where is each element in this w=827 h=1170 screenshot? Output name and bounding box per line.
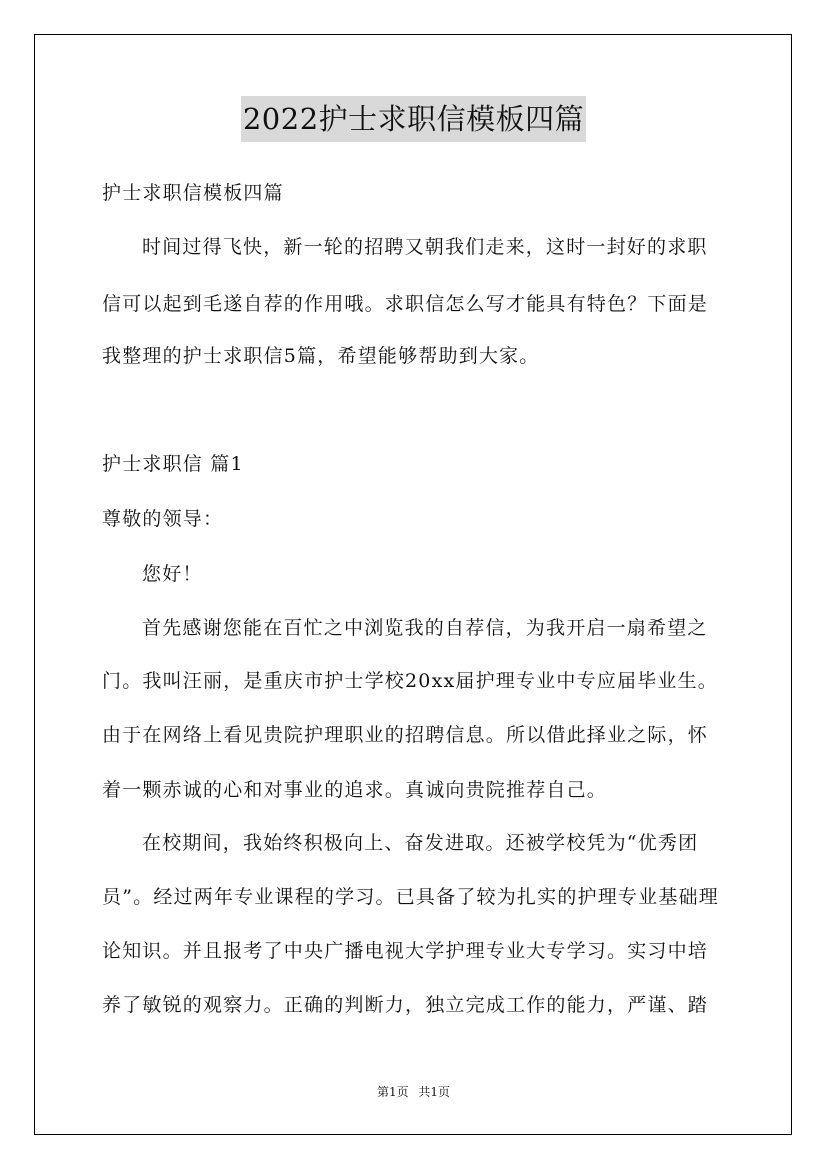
para1-line-2: 门。我叫汪丽，是重庆市护士学校20xx届护理专业中专应届毕业生。	[102, 670, 719, 692]
para1-line-4: 着一颗赤诚的心和对事业的追求。真诚向贵院推荐自己。	[102, 779, 608, 801]
para2-line-4: 养了敏锐的观察力。正确的判断力，独立完成工作的能力，严谨、踏	[102, 994, 709, 1016]
para2-line-3: 论知识。并且报考了中央广播电视大学护理专业大专学习。实习中培	[102, 940, 709, 962]
intro-line-3: 我整理的护士求职信5篇，希望能够帮助到大家。	[102, 345, 540, 367]
page-number: 第1页	[376, 1085, 409, 1099]
para2-line-2: 员”。经过两年专业课程的学习。已具备了较为扎实的护理专业基础理	[102, 886, 719, 908]
page-footer	[0, 1084, 827, 1100]
greeting: 您好！	[142, 563, 203, 585]
para1-line-1: 首先感谢您能在百忙之中浏览我的自荐信，为我开启一扇希望之	[142, 617, 708, 639]
document-title-wrapper	[0, 96, 827, 142]
section-heading: 护士求职信 篇1	[102, 453, 244, 475]
para1-line-3: 由于在网络上看见贵院护理职业的招聘信息。所以借此择业之际，怀	[102, 724, 709, 746]
para2-line-1: 在校期间，我始终积极向上、奋发进取。还被学校凭为“优秀团	[142, 832, 699, 854]
document-subtitle: 护士求职信模板四篇	[102, 182, 284, 204]
intro-line-2: 信可以起到毛遂自荐的作用哦。求职信怎么写才能具有特色？下面是	[102, 293, 709, 315]
document-title: 2022护士求职信模板四篇	[241, 96, 586, 142]
intro-line-1: 时间过得飞快，新一轮的招聘又朝我们走来，这时一封好的求职	[142, 236, 708, 258]
page-total: 共1页	[418, 1085, 451, 1099]
salutation: 尊敬的领导：	[102, 508, 224, 530]
